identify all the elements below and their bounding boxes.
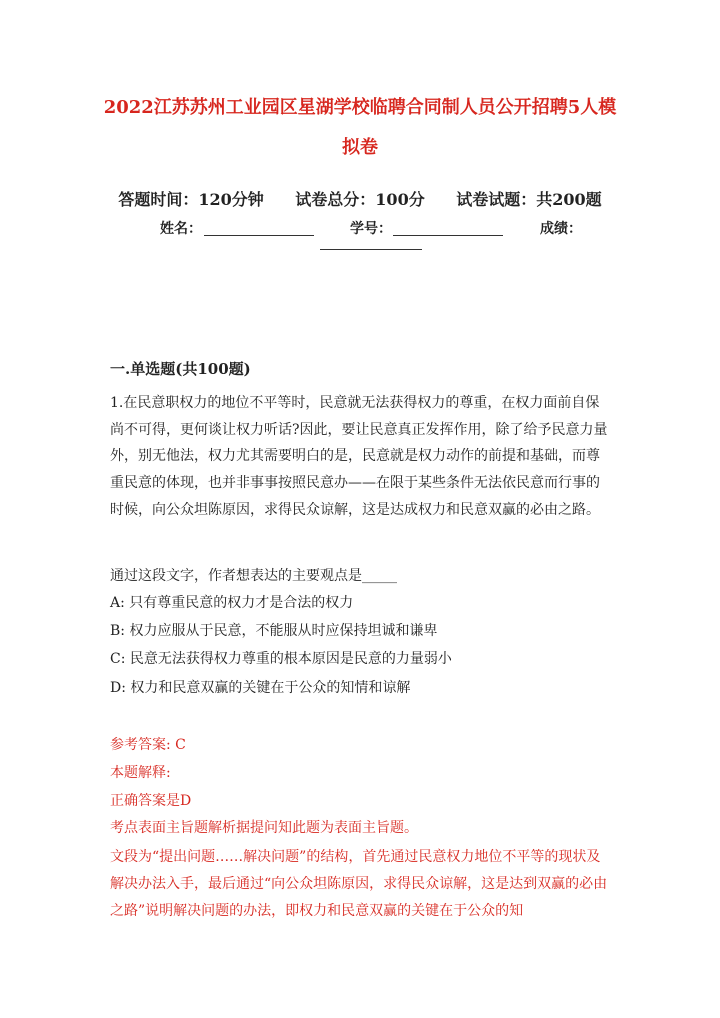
exam-title: 2022江苏苏州工业园区星湖学校临聘合同制人员公开招聘5人模拟卷 xyxy=(103,97,617,158)
option-c: C: 民意无法获得权力尊重的根本原因是民意的力量弱小 xyxy=(110,651,452,667)
exam-total-score: 试卷总分：100分 xyxy=(295,190,425,209)
section-title: 一.单选题(共100题) xyxy=(110,360,251,378)
name-label: 姓名： xyxy=(160,221,202,237)
answer-explanation: 文段为“提出问题……解决问题”的结构，首先通过民意权力地位不平等的现状及解决办法入手，最后通过“向公众坦陈原因，求得民众谅解，这是达到双赢的必由之路”说明解决问题的办法，即权力和民意双赢的关键在于公众的知 xyxy=(110,849,608,919)
question-prompt: 通过这段文字，作者想表达的主要观点是_____ xyxy=(110,568,397,584)
explain-label: 本题解释: xyxy=(110,765,171,781)
student-id-label: 学号： xyxy=(350,221,392,237)
exam-time: 答题时间：120分钟 xyxy=(118,190,264,209)
reference-answer: 参考答案: C xyxy=(110,737,186,753)
name-blank xyxy=(204,219,314,236)
option-a: A: 只有尊重民意的权力才是合法的权力 xyxy=(110,595,354,611)
correct-answer: 正确答案是D xyxy=(110,793,192,809)
score-blank xyxy=(320,249,422,250)
exam-meta xyxy=(0,188,720,212)
question-text: 1.在民意职权力的地位不平等时，民意就无法获得权力的尊重，在权力面前自保尚不可得，更何谈让权力听话?因此，要让民意真正发挥作用，除了给予民意力量外，别无他法，权力尤其需要明白的是，民意就是权力动作的前提和基础，而尊重民意的体现，也并非事事按照民意办——在限于某些条件无法依民意而行事的时候，向公众坦陈原因，求得民众谅解，这是达成权力和民意双赢的必由之路。 xyxy=(110,395,608,518)
answer-point: 考点表面主旨题解析据提问知此题为表面主旨题。 xyxy=(110,820,418,836)
exam-question-count: 试卷试题：共200题 xyxy=(456,190,602,209)
score-label: 成绩： xyxy=(540,221,582,237)
student-id-blank xyxy=(393,219,503,236)
option-d: D: 权力和民意双赢的关键在于公众的知情和谅解 xyxy=(110,680,411,696)
option-b: B: 权力应服从于民意，不能服从时应保持坦诚和谦卑 xyxy=(110,623,438,639)
